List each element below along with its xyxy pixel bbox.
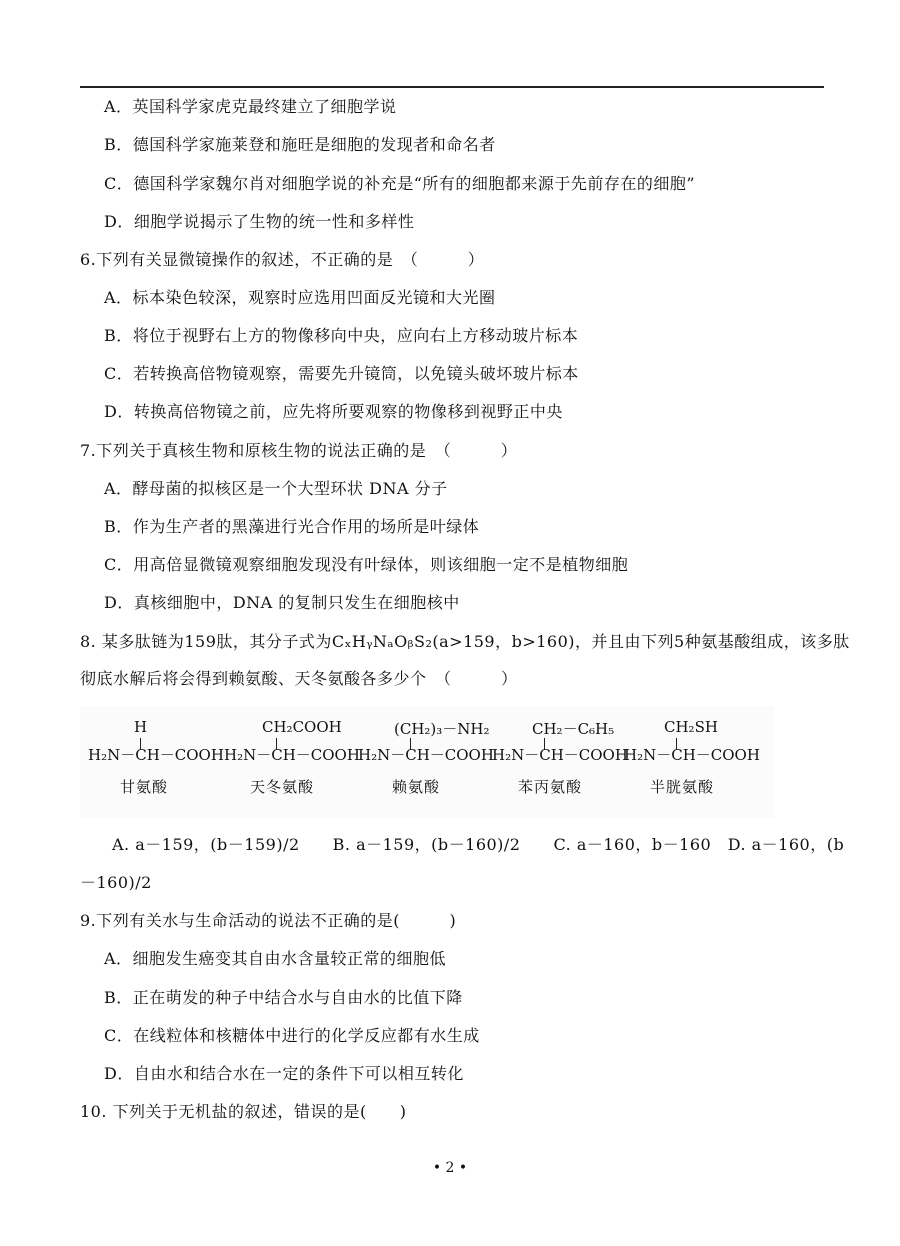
amino-side-chain: CH₂SH: [664, 718, 718, 736]
q7-option-c: C．用高倍显微镜观察细胞发现没有叶绿体，则该细胞一定不是植物细胞: [104, 555, 629, 574]
q7-stem: 7.下列关于真核生物和原核生物的说法正确的是 （ ）: [80, 441, 518, 460]
q6-option-c: C．若转换高倍物镜观察，需要先升镜筒，以免镜头破坏玻片标本: [104, 364, 579, 383]
amino-name: 天冬氨酸: [250, 778, 315, 796]
amino-name: 甘氨酸: [120, 778, 169, 796]
q9-option-d: D．自由水和结合水在一定的条件下可以相互转化: [104, 1064, 464, 1083]
q9-stem: 9.下列有关水与生命活动的说法不正确的是( ): [80, 911, 457, 930]
q6-stem: 6.下列有关显微镜操作的叙述，不正确的是 （ ）: [80, 250, 485, 269]
q9-option-b: B．正在萌发的种子中结合水与自由水的比值下降: [104, 988, 463, 1007]
q7-option-a: A．酵母菌的拟核区是一个大型环状 DNA 分子: [104, 479, 448, 498]
q7-option-d: D．真核细胞中，DNA 的复制只发生在细胞核中: [104, 593, 460, 612]
amino-name: 赖氨酸: [392, 778, 441, 796]
q5-option-a: A．英国科学家虎克最终建立了细胞学说: [104, 97, 397, 116]
amino-acid-structures: [80, 706, 774, 818]
amino-backbone: H₂N－CH－COOH: [358, 746, 494, 764]
page-number: • 2 •: [432, 1160, 468, 1176]
amino-name: 苯丙氨酸: [518, 778, 583, 796]
amino-side-chain: (CH₂)₃－NH₂: [394, 720, 490, 738]
q9-option-a: A．细胞发生癌变其自由水含量较正常的细胞低: [104, 949, 447, 968]
q5-option-d: D．细胞学说揭示了生物的统一性和多样性: [104, 212, 415, 231]
amino-backbone: H₂N－CH－COOH: [224, 746, 360, 764]
q10-stem: 10. 下列关于无机盐的叙述，错误的是( ): [80, 1102, 407, 1121]
q7-option-b: B．作为生产者的黑藻进行光合作用的场所是叶绿体: [104, 517, 480, 536]
amino-side-chain: CH₂COOH: [262, 718, 342, 736]
amino-backbone: H₂N－CH－COOH: [624, 746, 760, 764]
amino-name: 半胱氨酸: [650, 778, 715, 796]
q6-option-a: A．标本染色较深，观察时应选用凹面反光镜和大光圈: [104, 288, 496, 307]
q8-options-line1: A. a－159，(b－159)/2 B. a－159，(b－160)/2 C. a－160，b－160 D. a－160，(b: [112, 835, 845, 854]
q9-option-c: C．在线粒体和核糖体中进行的化学反应都有水生成: [104, 1026, 480, 1045]
q8-stem-line1: 8. 某多肽链为159肽，其分子式为CₓHᵧNₐOᵦS₂(a>159，b>160)，并且由下列5种氨基酸组成，该多肽: [80, 632, 850, 651]
amino-side-chain: CH₂－C₆H₅: [532, 720, 615, 738]
q5-option-c: C．德国科学家魏尔肖对细胞学说的补充是“所有的细胞都来源于先前存在的细胞”: [104, 174, 696, 193]
amino-backbone: H₂N－CH－COOH: [492, 746, 628, 764]
q6-option-b: B．将位于视野右上方的物像移向中央，应向右上方移动玻片标本: [104, 326, 579, 345]
amino-side-chain: H: [134, 718, 148, 736]
amino-backbone: H₂N－CH－COOH: [88, 746, 224, 764]
q6-option-d: D．转换高倍物镜之前，应先将所要观察的物像移到视野正中央: [104, 402, 563, 421]
q8-stem-line2: 彻底水解后将会得到赖氨酸、天冬氨酸各多少个 （ ）: [80, 669, 518, 688]
q5-option-b: B．德国科学家施莱登和施旺是细胞的发现者和命名者: [104, 135, 496, 154]
q8-options-line2: －160)/2: [80, 873, 152, 892]
header-rule: [80, 86, 824, 88]
